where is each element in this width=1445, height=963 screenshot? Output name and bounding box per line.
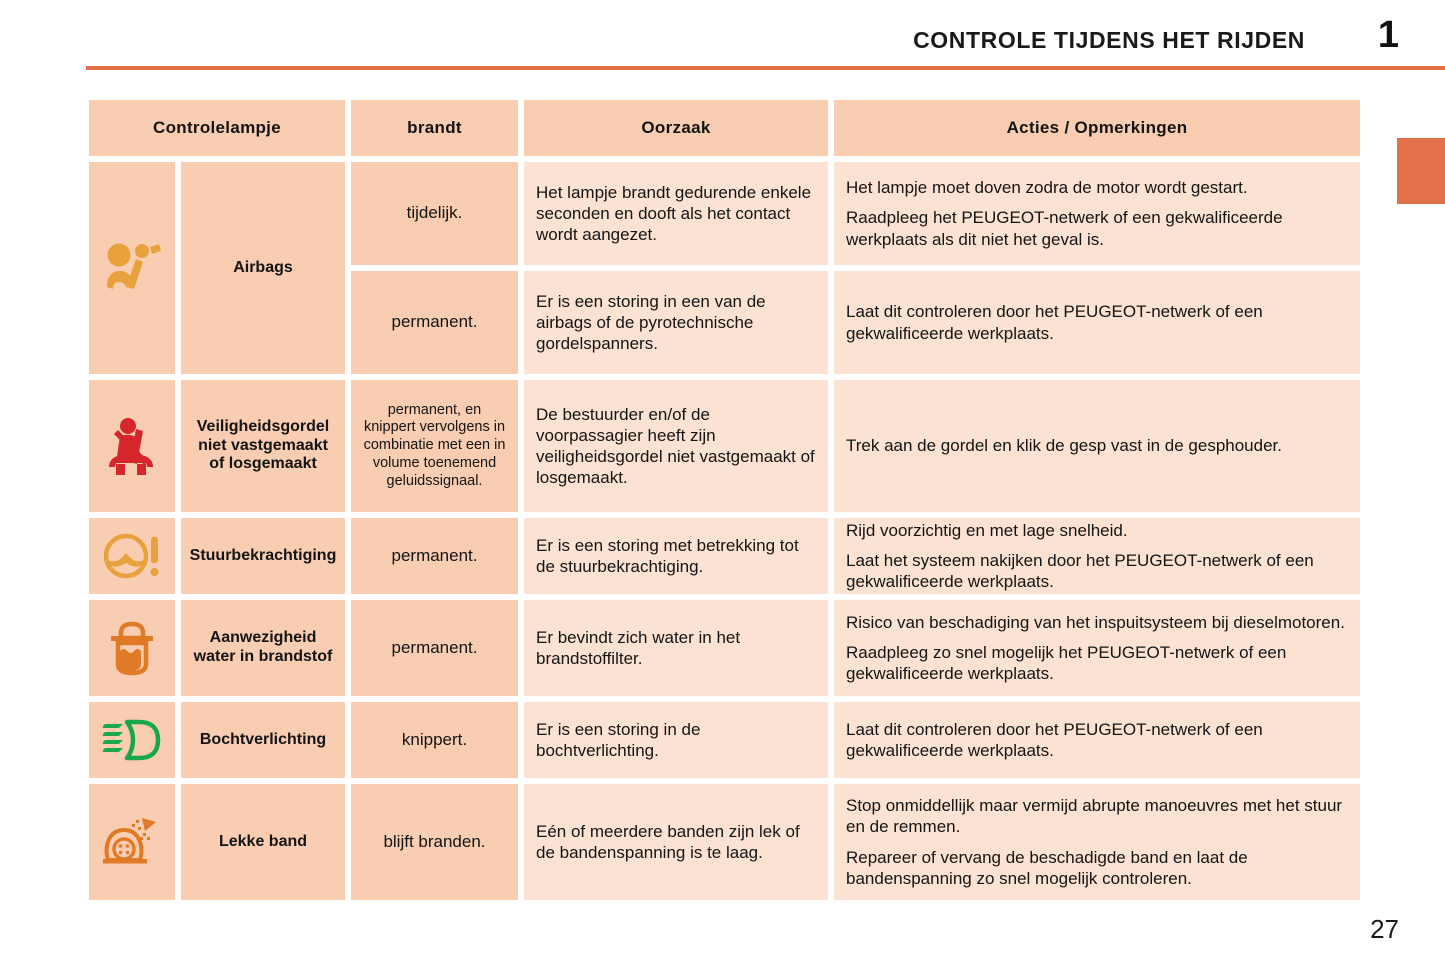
state-cell: knippert. [348, 699, 521, 781]
table-subrow [348, 268, 1363, 377]
table-row [86, 781, 1363, 903]
state-cell: permanent. [348, 597, 521, 699]
cause-cell: Er is een storing met betrekking tot de stuurbekrachtiging. [521, 515, 831, 597]
page-number: 27 [1370, 914, 1399, 944]
action-text: Repareer of vervang de beschadigde band en laat de bandenspanning zo snel mogelijk controleren. [846, 847, 1248, 888]
actions-cell [831, 515, 1363, 597]
state-cell: tijdelijk. [348, 159, 521, 268]
actions-cell [831, 268, 1363, 377]
cornering-light-icon [101, 709, 163, 771]
warning-icon-cell [86, 781, 178, 903]
state-cell: permanent, en knippert vervolgens in combinatie met een in volume toenemend geluidssignaal. [348, 377, 521, 515]
page-header [0, 0, 1445, 68]
table-row [86, 377, 1363, 515]
cause-cell: Het lampje brandt gedurende enkele seconden en dooft als het contact wordt aangezet. [521, 159, 831, 268]
action-text: Rijd voorzichtig en met lage snelheid. [846, 520, 1128, 540]
action-text: Laat dit controleren door het PEUGEOT-netwerk of een gekwalificeerde werkplaats. [846, 302, 1263, 343]
warning-icon-cell [86, 377, 178, 515]
table-header-controlelampje: Controlelampje [86, 97, 348, 159]
actions-cell [831, 377, 1363, 515]
action-text: Risico van beschadiging van het inspuitsysteem bij dieselmotoren. [846, 612, 1345, 632]
action-text: Raadpleeg het PEUGEOT-netwerk of een gekwalificeerde werkplaats als dit niet het geval is. [846, 208, 1283, 249]
cause-cell: Er bevindt zich water in het brandstoffilter. [521, 597, 831, 699]
airbag-icon [101, 237, 163, 299]
actions-cell [831, 699, 1363, 781]
page-title: CONTROLE TIJDENS HET RIJDEN [913, 27, 1305, 53]
cause-cell: De bestuurder en/of de voorpassagier heeft zijn veiligheidsgordel niet vastgemaakt of losgemaakt. [521, 377, 831, 515]
cause-cell: Er is een storing in de bochtverlichting. [521, 699, 831, 781]
steering-icon [101, 525, 163, 587]
actions-cell [831, 159, 1363, 268]
table-row [86, 699, 1363, 781]
table-header-brandt: brandt [348, 97, 521, 159]
water-in-fuel-icon [101, 617, 163, 679]
table-row [86, 159, 1363, 377]
warning-name-cell: Stuurbekrachtiging [178, 515, 348, 597]
cause-cell: Eén of meerdere banden zijn lek of de bandenspanning is te laag. [521, 781, 831, 903]
table-header-oorzaak: Oorzaak [521, 97, 831, 159]
action-text: Laat dit controleren door het PEUGEOT-netwerk of een gekwalificeerde werkplaats. [846, 719, 1263, 760]
action-text: Stop onmiddellijk maar vermijd abrupte manoeuvres met het stuur en de remmen. [846, 796, 1343, 837]
warning-name-cell: Bochtverlichting [178, 699, 348, 781]
warning-icon-cell [86, 159, 178, 377]
row-states [348, 159, 1363, 377]
action-text: Trek aan de gordel en klik de gesp vast in de gesphouder. [846, 436, 1282, 456]
warning-icon-cell [86, 515, 178, 597]
actions-cell [831, 781, 1363, 903]
warning-name-cell: Aanwezigheid water in brandstof [178, 597, 348, 699]
warning-name-cell: Veiligheidsgordel niet vastgemaakt of losgemaakt [178, 377, 348, 515]
chapter-edge-tab [1397, 138, 1445, 204]
cause-cell: Er is een storing in een van de airbags of de pyrotechnische gordelspanners. [521, 268, 831, 377]
table-header-row [86, 97, 1363, 159]
action-text: Raadpleeg zo snel mogelijk het PEUGEOT-netwerk of een gekwalificeerde werkplaats. [846, 642, 1287, 684]
action-text: Laat het systeem nakijken door het PEUGEOT-netwerk of een gekwalificeerde werkplaats. [846, 550, 1314, 592]
state-cell: permanent. [348, 268, 521, 377]
warning-name-cell: Lekke band [178, 781, 348, 903]
seatbelt-icon [101, 415, 163, 477]
warning-icon-cell [86, 699, 178, 781]
warning-icon-cell [86, 597, 178, 699]
action-text: Het lampje moet doven zodra de motor wordt gestart. [846, 178, 1248, 198]
table-row [86, 515, 1363, 597]
flat-tyre-icon [101, 811, 163, 873]
warning-name-cell: Airbags [178, 159, 348, 377]
table-subrow [348, 159, 1363, 268]
table-header-acties: Acties / Opmerkingen [831, 97, 1363, 159]
actions-cell [831, 597, 1363, 699]
chapter-number: 1 [1377, 14, 1399, 56]
state-cell: blijft branden. [348, 781, 521, 903]
table-row [86, 597, 1363, 699]
header-divider [86, 66, 1445, 70]
warning-lamp-table [86, 97, 1363, 903]
state-cell: permanent. [348, 515, 521, 597]
